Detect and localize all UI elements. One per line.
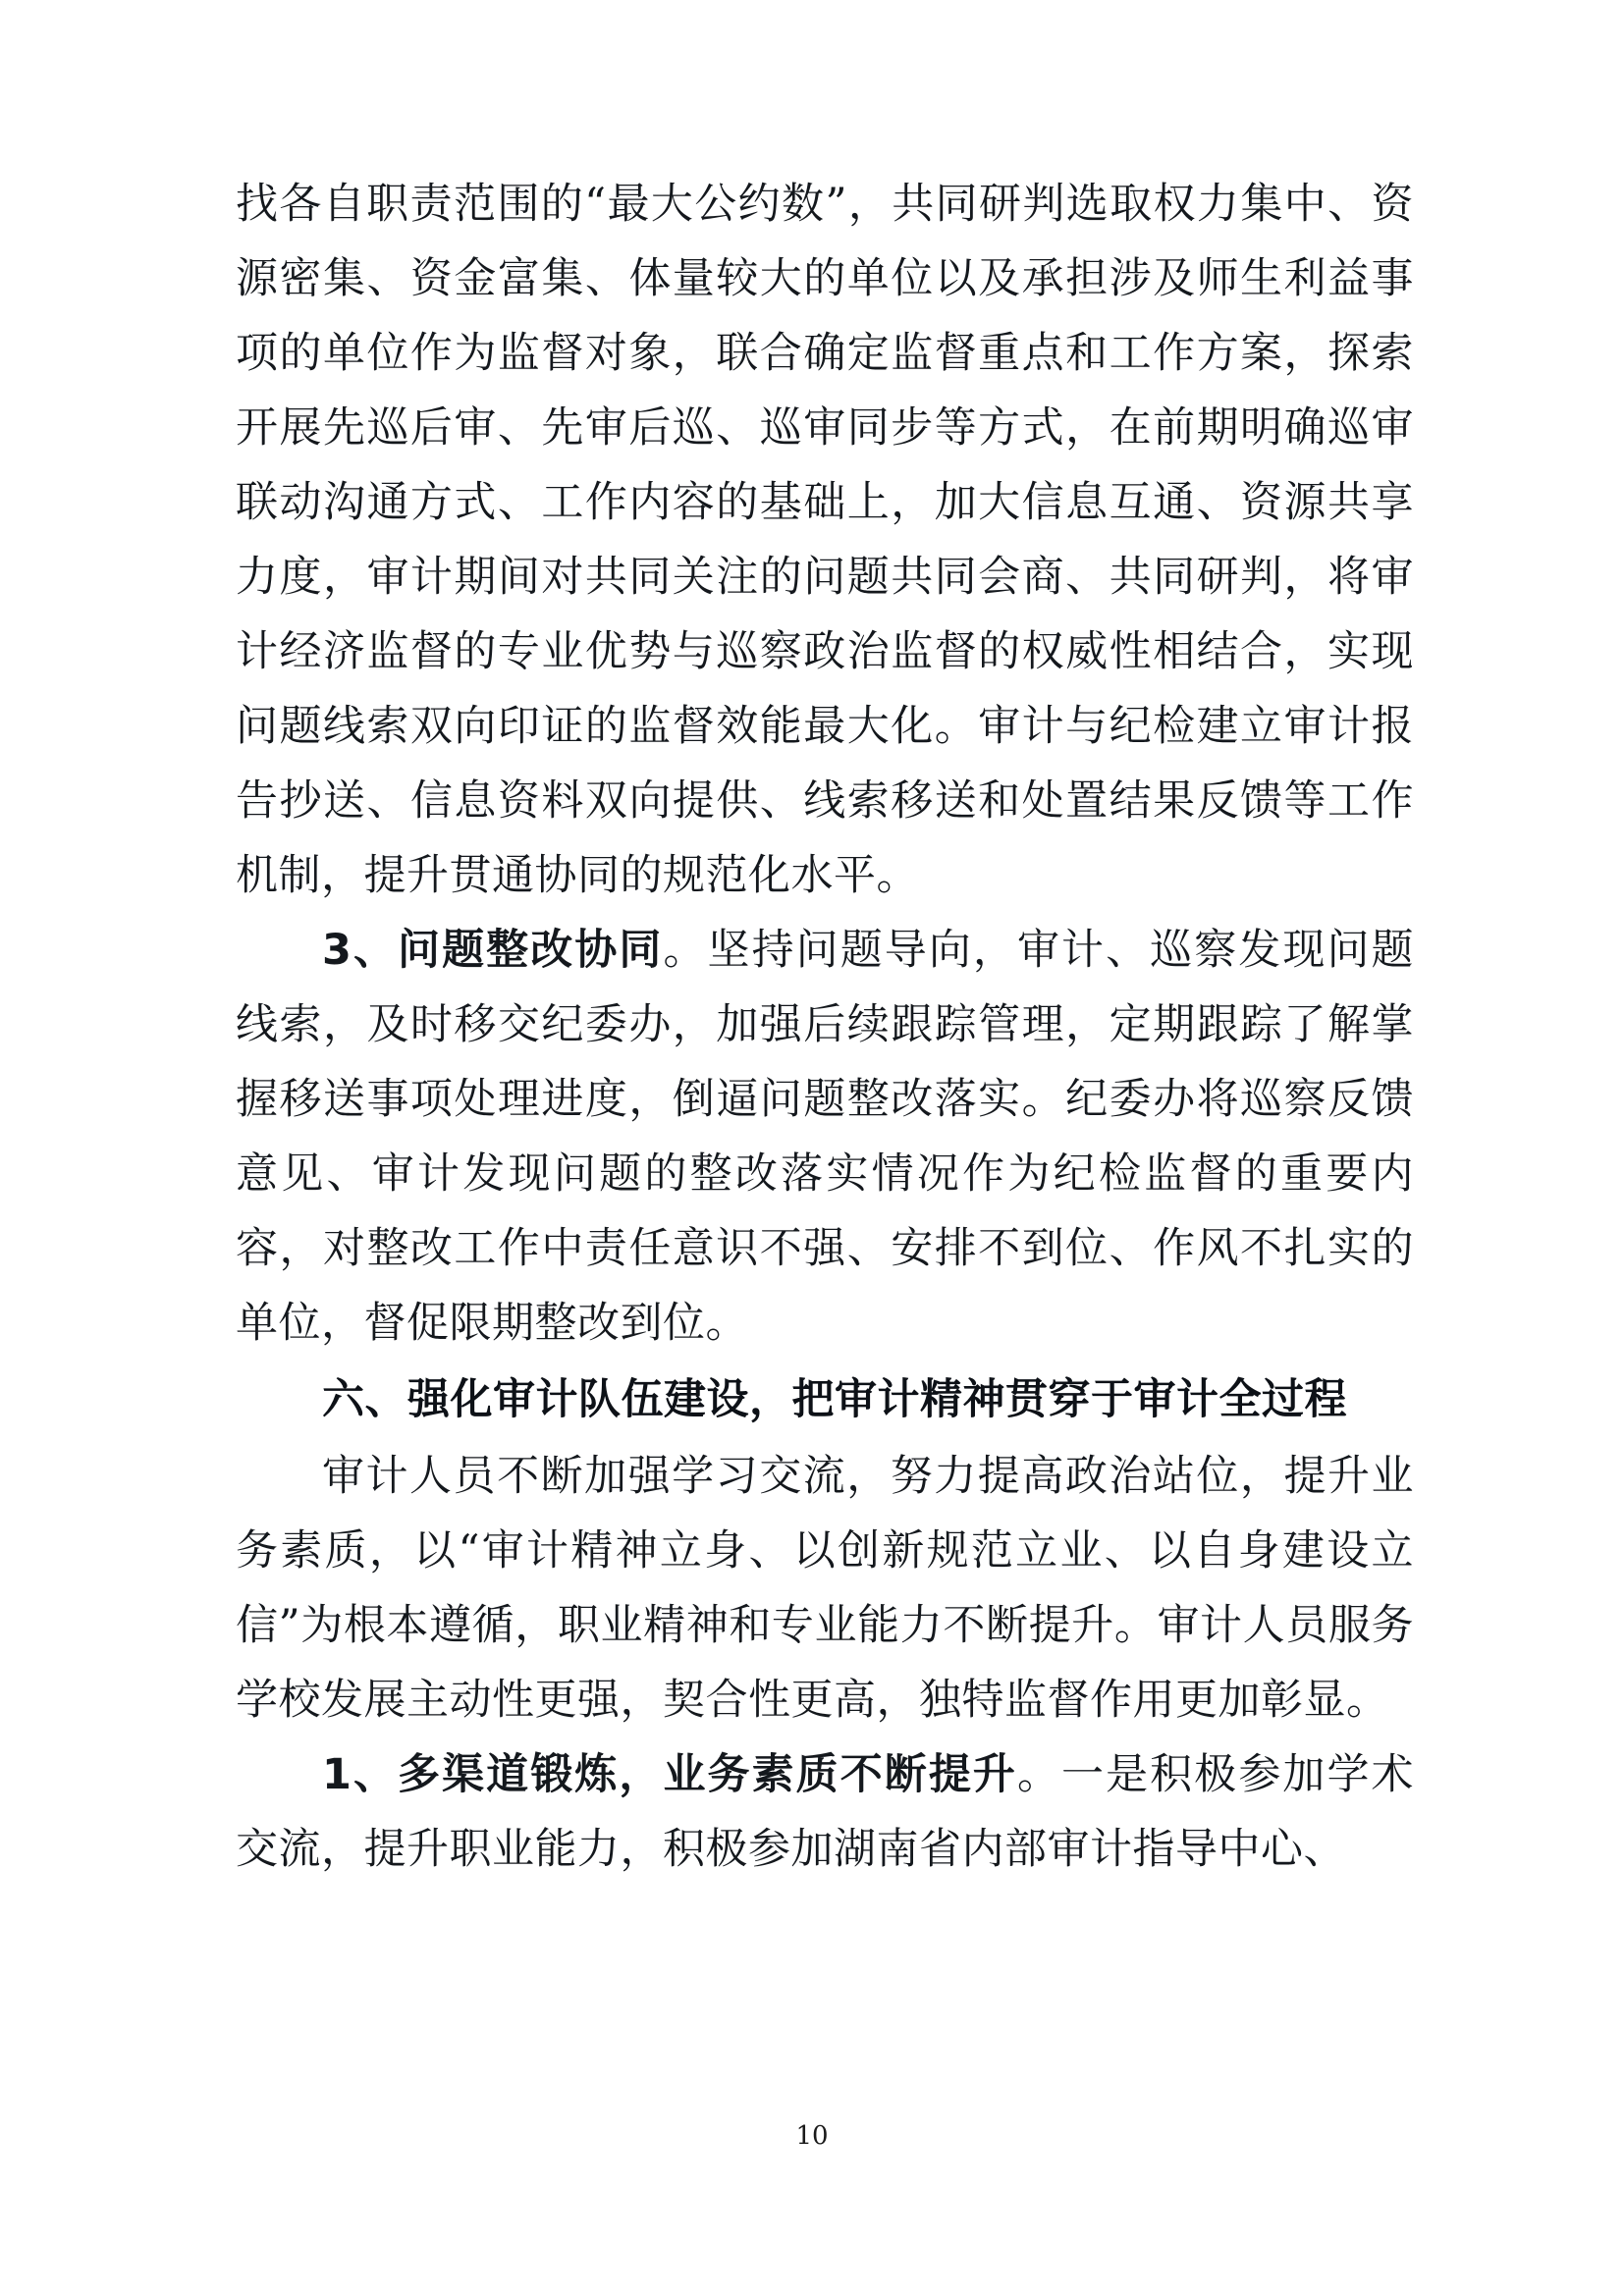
paragraph-lead-label-2: 1、多渠道锻炼，业务素质不断提升 bbox=[322, 1750, 1017, 1799]
section-heading-six: 六、强化审计队伍建设，把审计精神贯穿于审计全过程 bbox=[322, 1375, 1347, 1424]
paragraph-lead-text: 。坚持问题导向，审计、巡察发现问题线索，及时移交纪委办，加强后续跟踪管理，定期跟踪了解掌握移送事项处理进度，倒逼问题整改落实。纪委办将巡察反馈意见、审计发现问题的整改落实情况作为纪检监督的重要内容，对整改工作中责任意识不强、安排不到位、作风不扎实的单位，督促限期整改到位。 bbox=[236, 926, 1415, 1348]
paragraph-vertical-coordination: 找各自职责范围的“最大公约数”，共同研判选取权力集中、资源密集、资金富集、体量较大的单位以及承担涉及师生利益事项的单位作为监督对象，联合确定监督重点和工作方案，探索开展先巡后审、先审后巡、巡审同步等方式，在前期明确巡审联动沟通方式、工作内容的基础上，加大信息互通、资源共享力度，审计期间对共同关注的问题共同会商、共同研判，将审计经济监督的专业优势与巡察政治监督的权威性相结合，实现问题线索双向印证的监督效能最大化。审计与纪检建立审计报告抄送、信息资料双向提供、线索移送和处置结果反馈等工作机制，提升贯通协同的规范化水平。 bbox=[236, 180, 1414, 900]
document-body bbox=[236, 167, 1414, 1887]
paragraph-issue-rectification bbox=[236, 913, 1414, 1361]
paragraph-lead-text-2: 。一是积极参加学术交流，提升职业能力，积极参加湖南省内部审计指导中心、 bbox=[236, 1750, 1415, 1874]
page-number: 10 bbox=[795, 2121, 829, 2151]
paragraph-team-building: 审计人员不断加强学习交流，努力提高政治站位，提升业务素质，以“审计精神立身、以创新规范立业、以自身建设立信”为根本遵循，职业精神和专业能力不断提升。审计人员服务学校发展主动性更强，契合性更高，独特监督作用更加彰显。 bbox=[236, 1452, 1414, 1725]
paragraph-multichannel-training bbox=[236, 1737, 1414, 1887]
paragraph-lead-label: 3、问题整改协同 bbox=[322, 926, 664, 975]
